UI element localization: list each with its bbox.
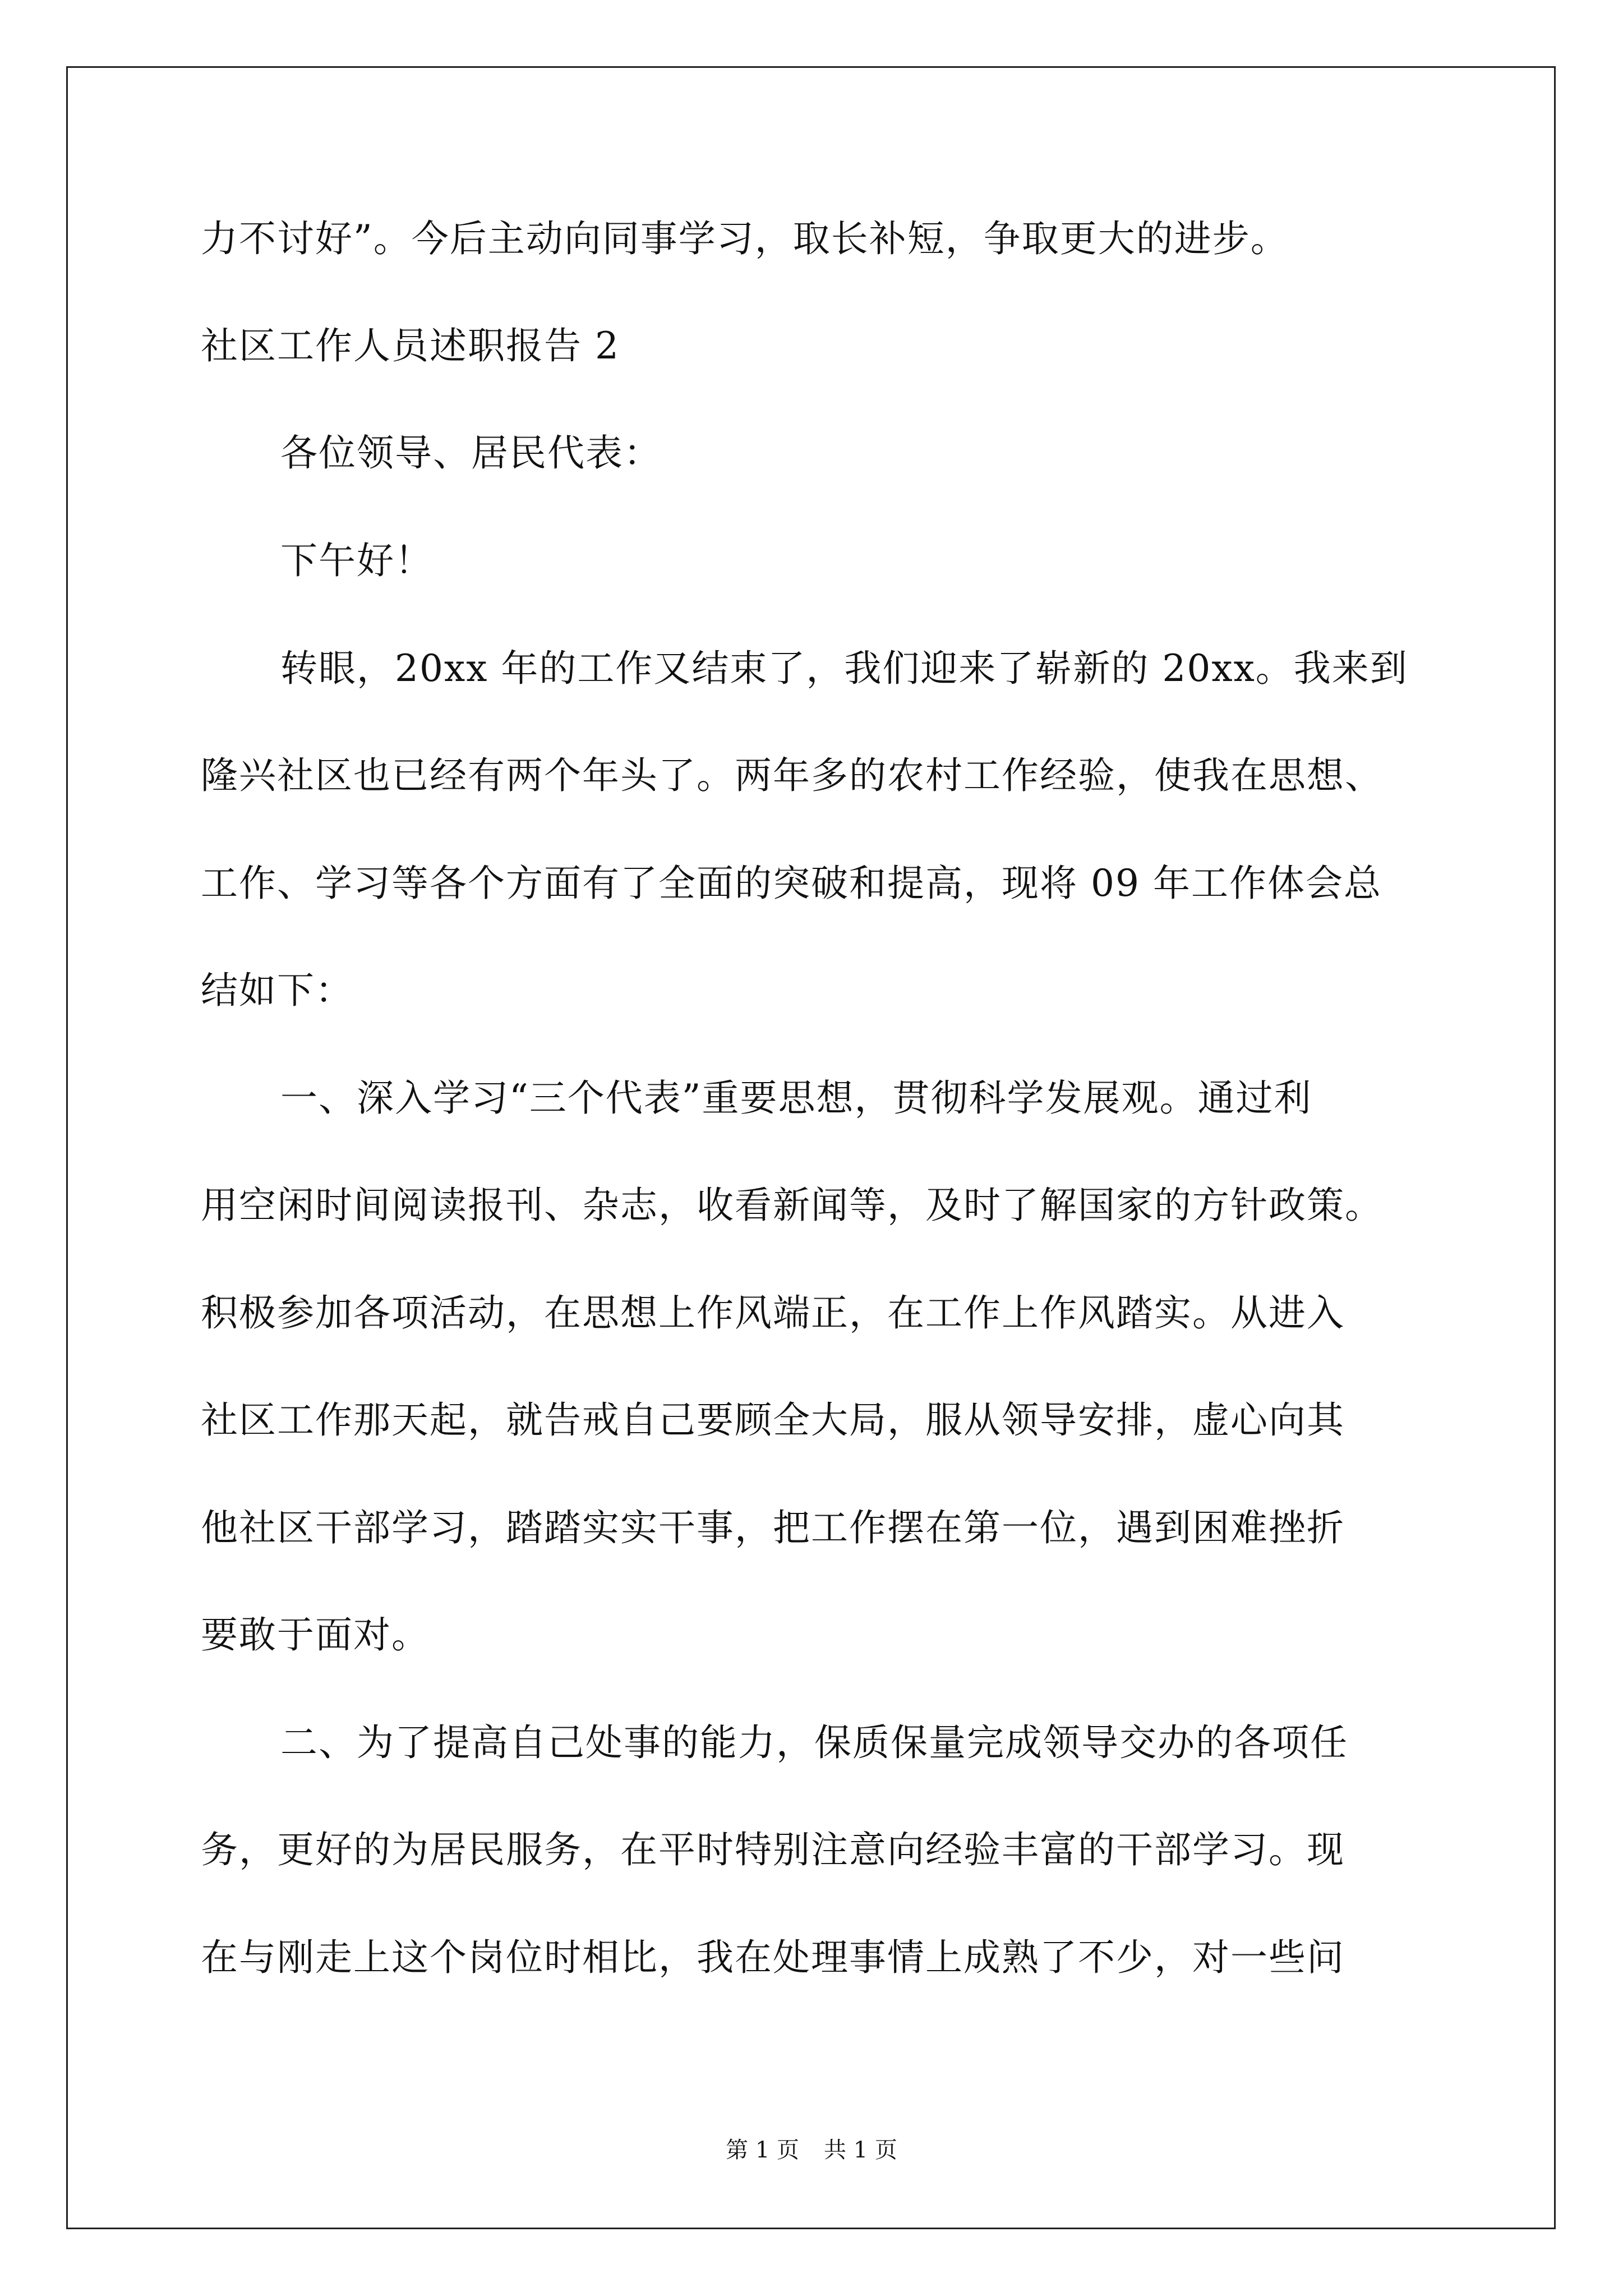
text-line: 在与刚走上这个岗位时相比，我在处理事情上成熟了不少，对一些问: [201, 1936, 1345, 1979]
text-line: 转眼，20xx 年的工作又结束了，我们迎来了崭新的 20xx。我来到: [280, 647, 1408, 690]
salutation: 各位领导、居民代表：: [280, 431, 662, 475]
text-line: 一、深入学习“三个代表”重要思想，贯彻科学发展观。通过利: [280, 1076, 1312, 1120]
page-number: 第 1 页: [726, 2137, 799, 2163]
section-heading: 社区工作人员述职报告 2: [201, 324, 620, 367]
page-total: 共 1 页: [824, 2137, 897, 2163]
text-line: 要敢于面对。: [201, 1613, 430, 1657]
text-line: 用空闲时间阅读报刊、杂志，收看新闻等，及时了解国家的方针政策。: [201, 1184, 1383, 1227]
page-footer: [0, 2136, 1623, 2164]
text-line: 积极参加各项活动，在思想上作风端正，在工作上作风踏实。从进入: [201, 1291, 1345, 1335]
text-line: 力不讨好”。今后主动向同事学习，取长补短，争取更大的进步。: [201, 217, 1289, 260]
text-line: 他社区干部学习，踏踏实实干事，把工作摆在第一位，遇到困难挫折: [201, 1506, 1345, 1549]
greeting: 下午好！: [280, 539, 433, 582]
text-line: 务，更好的为居民服务，在平时特别注意向经验丰富的干部学习。现: [201, 1828, 1345, 1871]
text-line: 结如下：: [201, 969, 353, 1012]
page-border: [66, 66, 1556, 2229]
text-line: 二、为了提高自己处事的能力，保质保量完成领导交办的各项任: [280, 1721, 1348, 1764]
text-line: 隆兴社区也已经有两个年头了。两年多的农村工作经验，使我在思想、: [201, 754, 1383, 797]
text-line: 社区工作那天起，就告戒自己要顾全大局，服从领导安排，虚心向其: [201, 1398, 1345, 1442]
text-line: 工作、学习等各个方面有了全面的突破和提高，现将 09 年工作体会总: [201, 862, 1382, 905]
